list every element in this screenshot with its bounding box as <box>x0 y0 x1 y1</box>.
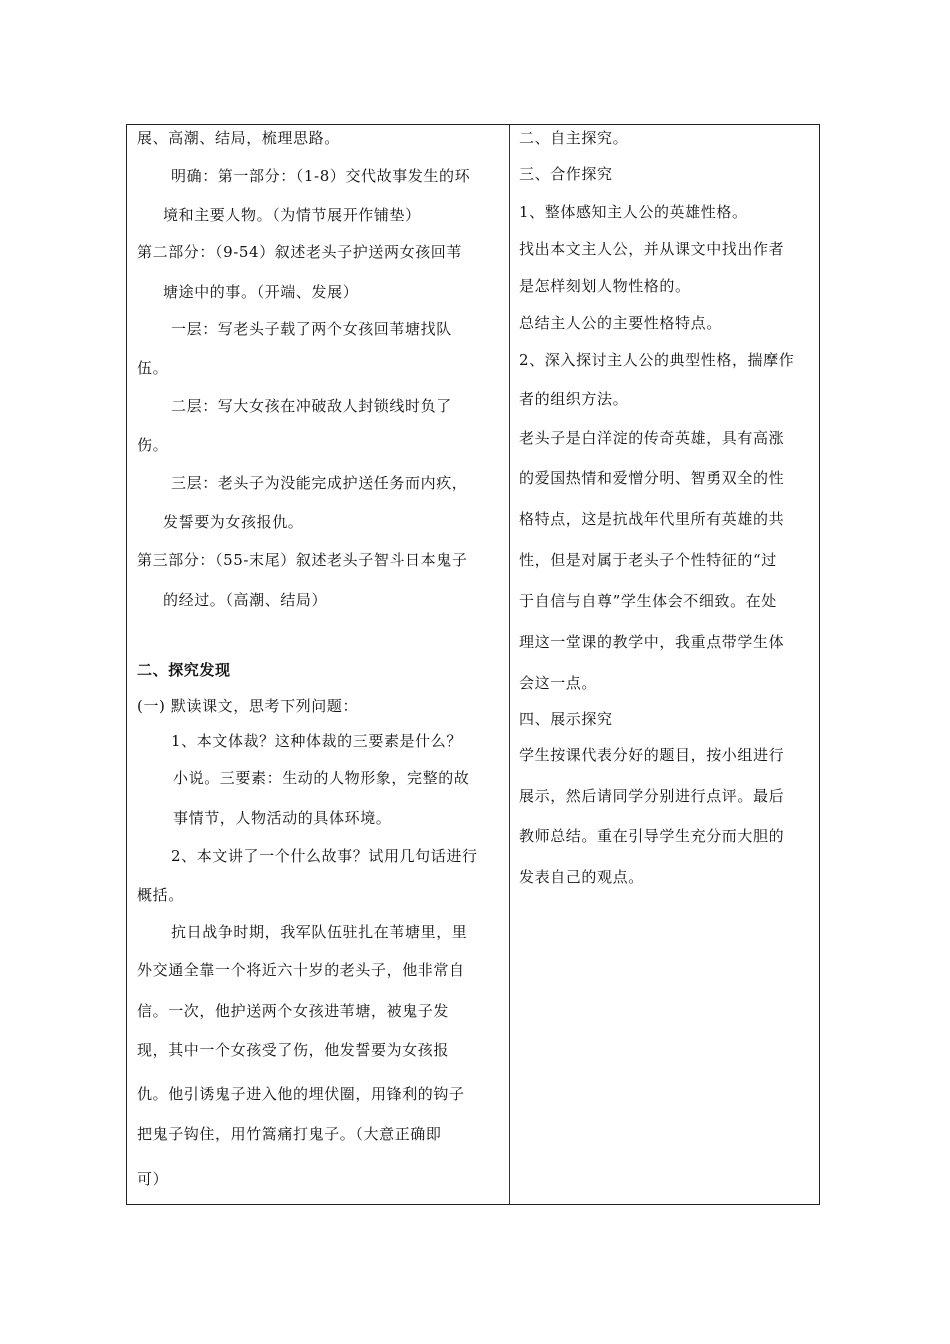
left-line: 一层：写老头子载了两个女孩回苇塘找队 <box>171 320 452 338</box>
left-line: 发誓要为女孩报仇。 <box>163 513 304 531</box>
right-line: 二、自主探究。 <box>519 129 629 147</box>
left-line: 境和主要人物。（为情节展开作铺垫） <box>163 206 421 224</box>
left-line: (一) 默读课文，思考下列问题： <box>137 697 359 715</box>
right-line: 性，但是对属于老头子个性特征的“过 <box>519 551 777 569</box>
right-line: 总结主人公的主要性格特点。 <box>519 314 722 332</box>
left-line: 第二部分：（9-54）叙述老头子护送两女孩回苇 <box>137 243 463 261</box>
left-line: 第三部分：（55-末尾）叙述老头子智斗日本鬼子 <box>137 551 468 569</box>
right-line: 会这一点。 <box>519 674 598 692</box>
left-line: 小说。三要素：生动的人物形象，完整的故 <box>173 769 470 787</box>
right-line: 老头子是白洋淀的传奇英雄，具有高涨 <box>519 429 785 447</box>
right-line: 教师总结。重在引导学生充分而大胆的 <box>519 827 785 845</box>
column-divider <box>509 125 510 1204</box>
left-line: 展、高潮、结局，梳理思路。 <box>137 129 340 147</box>
left-line: 仇。他引诱鬼子进入他的埋伏圈，用锋利的钩子 <box>137 1085 465 1103</box>
right-line: 格特点，这是抗战年代里所有英雄的共 <box>519 510 785 528</box>
left-line: 事情节，人物活动的具体环境。 <box>173 809 392 827</box>
right-line: 的爱国热情和爱憎分明、智勇双全的性 <box>519 469 785 487</box>
right-line: 是怎样刻划人物性格的。 <box>519 277 691 295</box>
right-line: 找出本文主人公，并从课文中找出作者 <box>519 240 785 258</box>
right-line: 三、合作探究 <box>519 165 613 183</box>
left-line: 1、本文体裁？这种体裁的三要素是什么？ <box>171 732 462 750</box>
left-line: 伍。 <box>137 359 169 377</box>
left-line: 塘途中的事。（开端、发展） <box>163 283 359 301</box>
right-line: 2、深入探讨主人公的典型性格，揣摩作 <box>519 351 795 369</box>
right-line: 四、展示探究 <box>519 710 613 728</box>
right-line: 展示，然后请同学分别进行点评。最后 <box>519 787 785 805</box>
right-line: 学生按课代表分好的题目，按小组进行 <box>519 746 785 764</box>
right-line: 1、整体感知主人公的英雄性格。 <box>519 203 748 221</box>
right-line: 发表自己的观点。 <box>519 868 644 886</box>
left-line: 的经过。（高潮、结局） <box>163 591 328 609</box>
left-line: 三层：老头子为没能完成护送任务而内疚， <box>171 474 468 492</box>
left-line: 伤。 <box>137 436 169 454</box>
section-heading: 二、探究发现 <box>137 661 231 679</box>
right-line: 理这一堂课的教学中，我重点带学生体 <box>519 633 785 651</box>
left-line: 概括。 <box>137 886 184 904</box>
left-line: 信。一次，他护送两个女孩进苇塘，被鬼子发 <box>137 1002 450 1020</box>
right-line: 于自信与自尊”学生体会不细致。在处 <box>519 592 777 610</box>
left-line: 现，其中一个女孩受了伤，他发誓要为女孩报 <box>137 1041 450 1059</box>
left-line: 二层：写大女孩在冲破敌人封锁线时负了 <box>171 397 452 415</box>
left-line: 抗日战争时期，我军队伍驻扎在苇塘里，里 <box>171 923 468 941</box>
left-line: 2、本文讲了一个什么故事？试用几句话进行 <box>171 847 478 865</box>
left-line: 明确：第一部分：（1-8）交代故事发生的环 <box>171 167 471 185</box>
right-line: 者的组织方法。 <box>519 390 629 408</box>
left-line: 可） <box>137 1170 169 1188</box>
lesson-table <box>126 124 820 1205</box>
left-line: 把鬼子钩住，用竹篙痛打鬼子。（大意正确即 <box>137 1125 442 1143</box>
left-line: 外交通全靠一个将近六十岁的老头子，他非常自 <box>137 961 465 979</box>
